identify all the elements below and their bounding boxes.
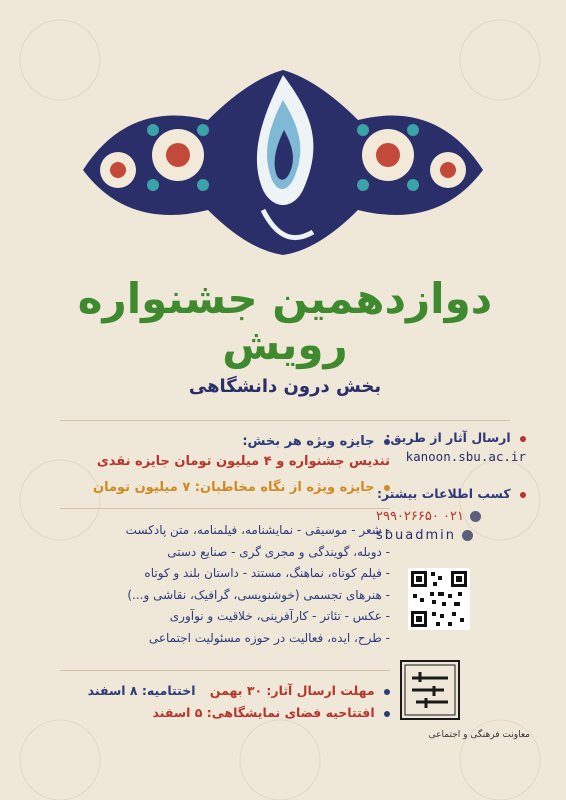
prize-header: جایزه ویژه هر بخش: <box>60 432 390 452</box>
prize-item-statue: تندیس جشنواره و ۴ میلیون تومان جایزه نقدی <box>96 454 390 469</box>
divider-top <box>60 420 510 421</box>
submit-label: ارسال آثار از طریق: <box>376 430 526 445</box>
telegram-row <box>376 528 526 543</box>
category-line: - طرح، ایده، فعالیت در حوزه مسئولیت اجتماعی <box>148 630 390 645</box>
deadlines-section <box>60 680 390 724</box>
categories-list <box>60 520 390 649</box>
prize-item-audience: جایزه ویژه از نگاه مخاطبان: ۷ میلیون تومان <box>60 478 390 498</box>
phone-row <box>376 509 526 524</box>
bullet-icon <box>384 711 390 717</box>
deadline-exhibition: افتتاحیه فضای نمایشگاهی: ۵ اسفند <box>60 702 390 724</box>
phone-icon <box>470 511 481 522</box>
title-main: دوازدهمین جشنواره رویش <box>77 274 493 369</box>
closing-date: اختتامیه: ۸ اسفند <box>87 683 196 698</box>
organization-label: معاونت فرهنگی و اجتماعی <box>428 730 530 740</box>
deadline-submission: مهلت ارسال آثار: ۳۰ بهمن اختتامیه: ۸ اسفند <box>60 680 390 702</box>
islamic-ornament-emblem <box>58 60 508 260</box>
category-line: - هنرهای تجسمی (خوشنویسی، گرافیک، نقاشی و...) <box>127 587 390 602</box>
contact-panel <box>376 430 526 543</box>
category-line: - عکس - تئاتر - کارآفرینی، خلاقیت و نوآوری <box>169 609 390 623</box>
category-line: - دوبله، گویندگی و مجری گری - صنایع دستی <box>167 544 390 559</box>
category-line: - فیلم کوتاه، نماهنگ، مستند - داستان بلند و کوتاه <box>144 566 390 580</box>
university-logo <box>400 660 460 720</box>
phone-number[interactable]: ۰۲۱ ۲۹۹۰۲۶۶۵۰ <box>376 509 464 524</box>
festival-title <box>60 276 510 397</box>
bullet-icon <box>520 492 526 498</box>
info-label: کسب اطلاعات بیشتر: <box>376 486 526 501</box>
title-subtitle: بخش درون دانشگاهی <box>188 376 382 397</box>
submit-link[interactable]: kanoon.sbu.ac.ir <box>405 449 526 464</box>
category-line: - شعر - موسیقی - نمایشنامه، فیلمنامه، متن پادکست <box>125 523 390 537</box>
telegram-icon <box>462 530 473 541</box>
qr-code[interactable] <box>408 568 470 630</box>
telegram-handle[interactable]: sbuadmin <box>376 528 456 543</box>
bullet-icon <box>384 689 390 695</box>
divider-bottom <box>60 670 390 671</box>
bullet-icon <box>520 436 526 442</box>
divider-middle <box>60 508 390 509</box>
prizes-section <box>60 432 390 498</box>
